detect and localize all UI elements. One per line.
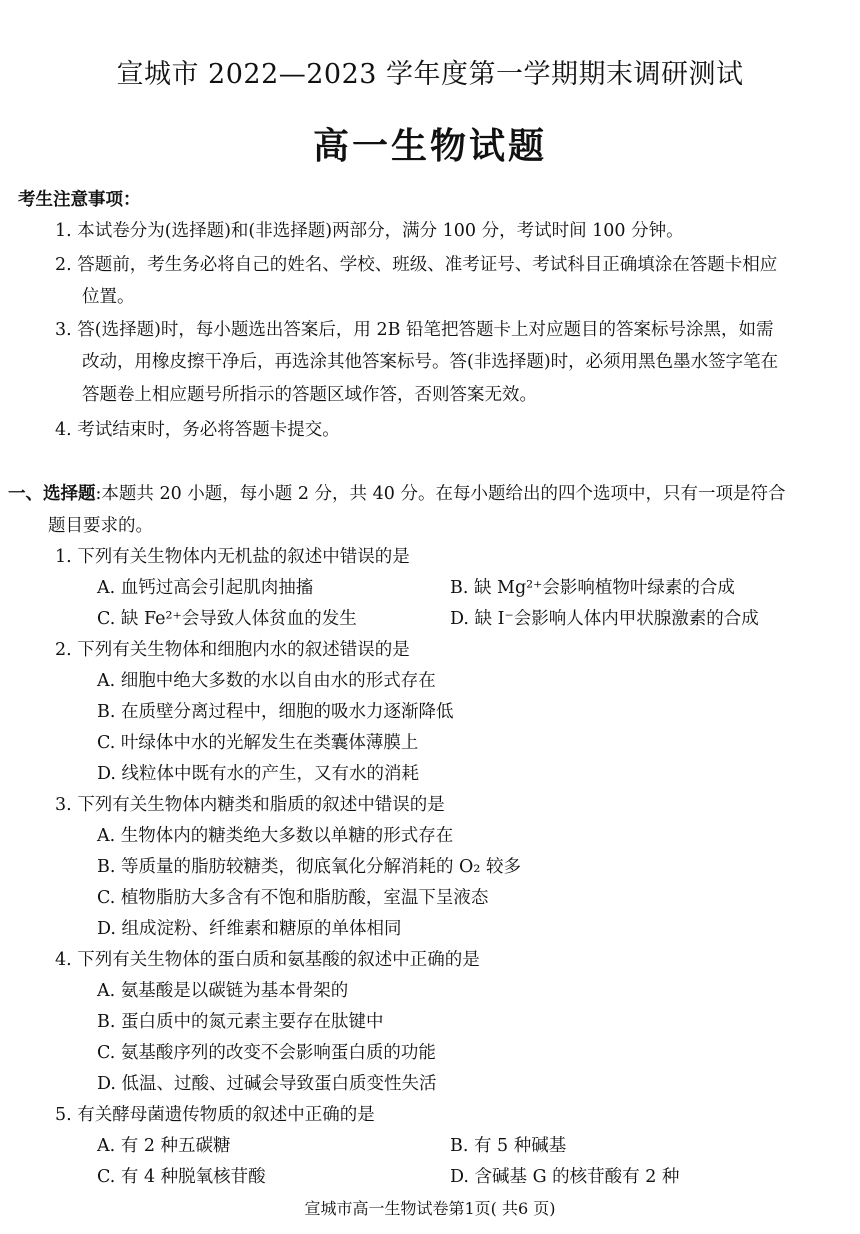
question-5-option-d: D. 含碱基 G 的核苷酸有 2 种 xyxy=(450,1167,680,1187)
notice-heading: 考生注意事项： xyxy=(18,190,141,210)
question-3-option-c: C. 植物脂肪大多含有不饱和脂肪酸，室温下呈液态 xyxy=(97,888,489,908)
question-3-option-d: D. 组成淀粉、纤维素和糖原的单体相同 xyxy=(97,919,402,939)
question-4-option-d: D. 低温、过酸、过碱会导致蛋白质变性失活 xyxy=(97,1074,437,1094)
question-5-option-c: C. 有 4 种脱氧核苷酸 xyxy=(97,1167,266,1187)
question-2-stem: 2. 下列有关生物体和细胞内水的叙述错误的是 xyxy=(55,640,410,660)
question-2-option-c: C. 叶绿体中水的光解发生在类囊体薄膜上 xyxy=(97,733,419,753)
notice-item-4: 4. 考试结束时，务必将答题卡提交。 xyxy=(55,420,340,440)
question-5-option-a: A. 有 2 种五碳糖 xyxy=(97,1136,231,1156)
question-5-option-b: B. 有 5 种碱基 xyxy=(450,1136,567,1156)
notice-item-3-cont1: 改动，用橡皮擦干净后，再选涂其他答案标号。答(非选择题)时，必须用黑色墨水签字笔在 xyxy=(82,352,779,372)
question-2-option-b: B. 在质壁分离过程中，细胞的吸水力逐渐降低 xyxy=(97,702,454,722)
subject-title: 高一生物试题 xyxy=(312,126,547,167)
question-4-option-a: A. 氨基酸是以碳链为基本骨架的 xyxy=(97,981,349,1001)
question-3-option-a: A. 生物体内的糖类绝大多数以单糖的形式存在 xyxy=(97,826,454,846)
question-2-option-d: D. 线粒体中既有水的产生，又有水的消耗 xyxy=(97,764,420,784)
question-1-option-c: C. 缺 Fe²⁺会导致人体贫血的发生 xyxy=(97,609,357,629)
exam-title: 宣城市 2022—2023 学年度第一学期期末调研测试 xyxy=(116,59,744,90)
notice-item-2-cont: 位置。 xyxy=(82,287,135,307)
section-intro xyxy=(8,482,785,506)
section-label: 一、选择题 xyxy=(8,484,96,504)
question-3-stem: 3. 下列有关生物体内糖类和脂质的叙述中错误的是 xyxy=(55,795,445,815)
notice-item-1: 1. 本试卷分为(选择题)和(非选择题)两部分，满分 100 分，考试时间 100 分钟。 xyxy=(55,221,684,241)
question-1-option-b: B. 缺 Mg²⁺会影响植物叶绿素的合成 xyxy=(450,578,735,598)
question-1-option-d: D. 缺 I⁻会影响人体内甲状腺激素的合成 xyxy=(450,609,759,629)
question-3-option-b: B. 等质量的脂肪较糖类，彻底氧化分解消耗的 O₂ 较多 xyxy=(97,857,521,877)
section-intro-cont: 题目要求的。 xyxy=(48,516,153,536)
notice-item-3-cont2: 答题卷上相应题号所指示的答题区域作答，否则答案无效。 xyxy=(82,385,537,405)
page-footer: 宣城市高一生物试卷第1页( 共6 页) xyxy=(304,1199,556,1218)
question-4-option-c: C. 氨基酸序列的改变不会影响蛋白质的功能 xyxy=(97,1043,436,1063)
question-1-stem: 1. 下列有关生物体内无机盐的叙述中错误的是 xyxy=(55,547,410,567)
question-4-stem: 4. 下列有关生物体的蛋白质和氨基酸的叙述中正确的是 xyxy=(55,950,480,970)
section-intro-text: :本题共 20 小题，每小题 2 分，共 40 分。在每小题给出的四个选项中，只有一项是符合 xyxy=(95,484,786,504)
question-1-option-a: A. 血钙过高会引起肌肉抽搐 xyxy=(97,578,314,598)
question-2-option-a: A. 细胞中绝大多数的水以自由水的形式存在 xyxy=(97,671,436,691)
question-4-option-b: B. 蛋白质中的氮元素主要存在肽键中 xyxy=(97,1012,384,1032)
notice-item-3: 3. 答(选择题)时，每小题选出答案后，用 2B 铅笔把答题卡上对应题目的答案标号涂黑，如需 xyxy=(55,320,774,340)
question-5-stem: 5. 有关酵母菌遗传物质的叙述中正确的是 xyxy=(55,1105,375,1125)
notice-item-2: 2. 答题前，考生务必将自己的姓名、学校、班级、准考证号、考试科目正确填涂在答题卡相应 xyxy=(55,255,778,275)
